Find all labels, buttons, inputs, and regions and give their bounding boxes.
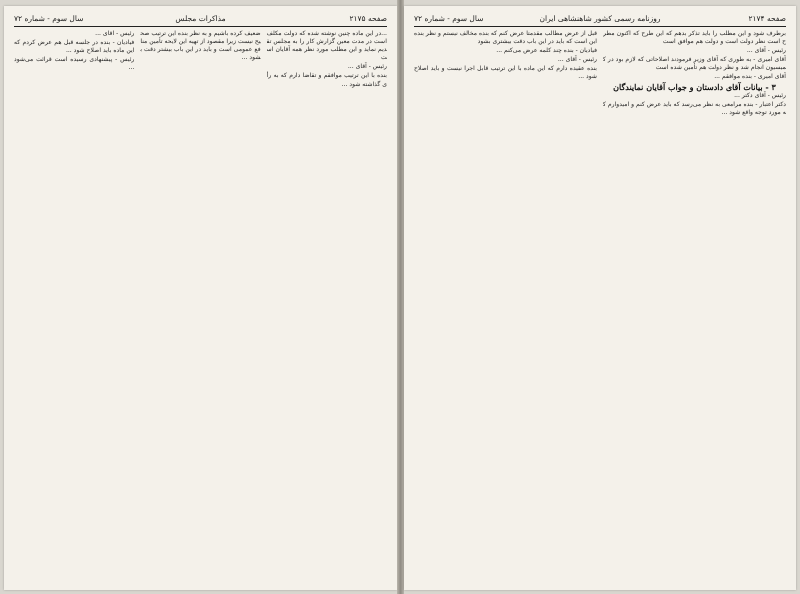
paragraph: قبل از عرض مطالب مقدمتاً عرض کنم که بنده مخالف نیستم و نظر بنده این است که باید در این باب دقت بیشتری بشود [414, 30, 597, 46]
paragraph: رئیس - آقای دکتر ... [734, 91, 786, 99]
paragraph: بنده عقیده دارم که این ماده با این ترتیب قابل اجرا نیست و باید اصلاح شود ... [414, 65, 597, 81]
paragraph: فیادیان - بنده چند کلمه عرض می‌کنم ... [496, 47, 597, 55]
page-number: صفحه ۲۱۷۴ [748, 14, 786, 23]
issue-label: سال سوم - شماره ۷۲ [414, 14, 484, 23]
paragraph: رئیس - پیشنهادی رسیده است قرائت می‌شود ... [14, 56, 135, 72]
text-column [603, 30, 786, 582]
column-text [603, 30, 786, 117]
paragraph: آقای امیری - بنده موافقم ... [714, 73, 786, 81]
header-title: مذاکرات مجلس [175, 14, 226, 23]
paragraph: رئیس - آقای ... [746, 47, 786, 55]
column-text [267, 30, 387, 89]
column-text [414, 30, 597, 82]
paragraph: فیادیان - بنده در جلسه قبل هم عرض کردم که این ماده باید اصلاح شود ... [14, 39, 135, 55]
text-column [140, 30, 260, 582]
issue-label: سال سوم - شماره ۷۲ [14, 14, 84, 23]
paragraph: رئیس - آقای ... [95, 30, 135, 37]
paragraph: رئیس - آقای ... [347, 63, 387, 71]
page-number: صفحه ۲۱۷۵ [349, 14, 387, 23]
binding-gutter [397, 0, 404, 594]
page-columns [14, 30, 387, 582]
paragraph: بنده با این ترتیب موافقم و تقاضا دارم که به رأی گذاشته شود ... [266, 72, 387, 88]
paragraph: آقای امیری - به طوری که آقای وزیر فرمودند اصلاحاتی که لازم بود در کمیسیون انجام شد و نظر دولت هم تأمین شده است [603, 56, 786, 72]
header-title: روزنامه رسمی کشور شاهنشاهی ایران [539, 14, 661, 23]
page-right [404, 6, 796, 590]
paragraph: ضعیف کرده باشیم و به نظر بنده این ترتیب صحیح نیست زیرا مقصود از تهیه این لایحه تأمین منافع عمومی است و باید در این باب بیشتر دقت بشود ... [140, 30, 261, 62]
paragraph: برطرف شود و این مطلب را باید تذکر بدهم که این طرح که اکنون مطرح است نظر دولت است و دولت هم موافق است [603, 30, 786, 46]
text-column [414, 30, 597, 582]
page-header [14, 14, 387, 27]
page-columns [414, 30, 786, 582]
text-column [267, 30, 387, 582]
paragraph: دکتر اعتبار - بنده مرامعی به نظر می‌رسد که باید عرض کنم و امیدوارم که مورد توجه واقع شود ... [603, 100, 786, 116]
paragraph: ...در این ماده چنین نوشته شده که دولت مکلف است در مدت معین گزارش کار را به مجلس تقدیم نماید و این مطلب مورد نظر همه آقایان است [266, 30, 387, 62]
column-text [14, 30, 134, 72]
text-column [14, 30, 134, 582]
page-left [4, 6, 397, 590]
column-text [140, 30, 260, 62]
paragraph: رئیس - آقای ... [557, 56, 597, 64]
paragraph: ۳ - بیانات آقای دادستان و جواب آقایان نمایندگان [613, 81, 776, 92]
page-header [414, 14, 786, 27]
